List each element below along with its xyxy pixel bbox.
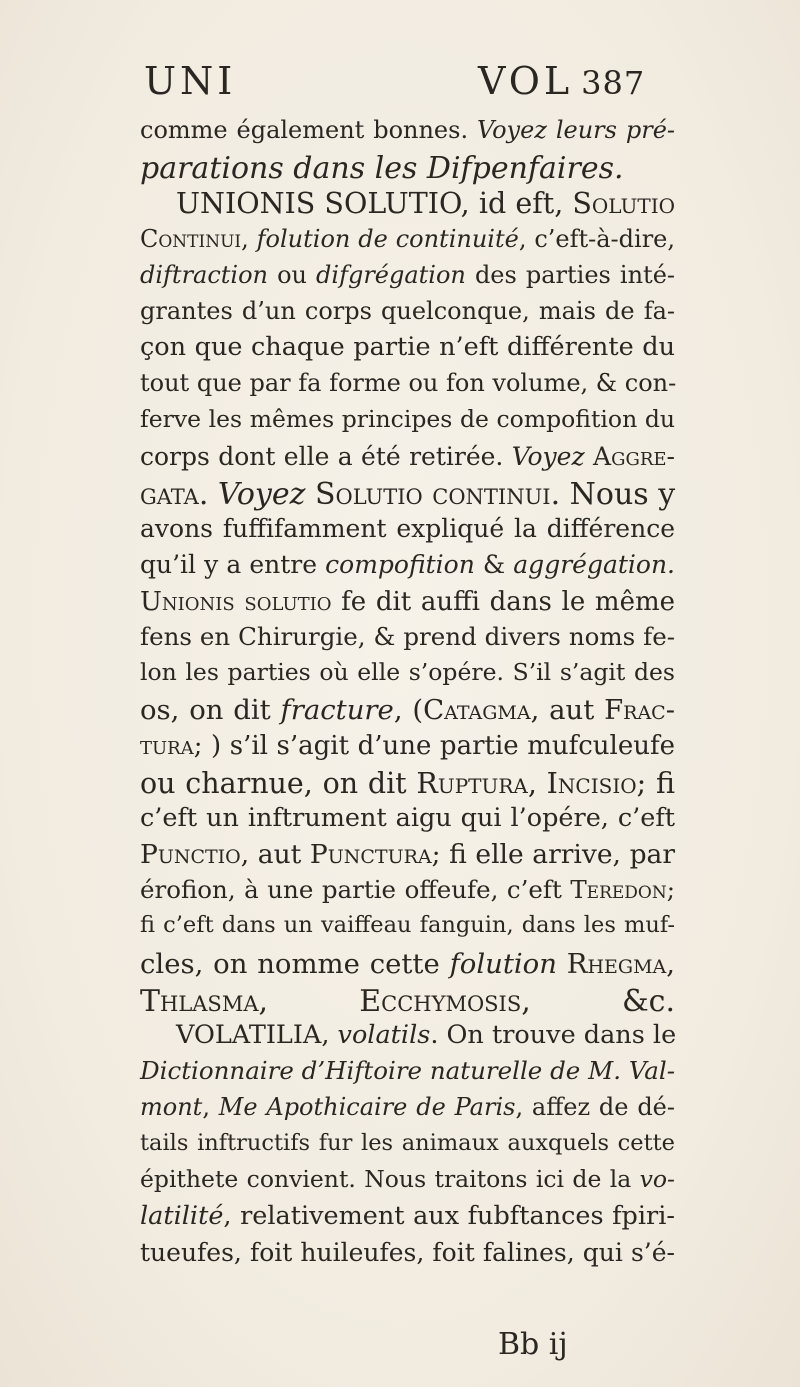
text-segment: tout que par fa forme ou fon volume, & con- <box>140 369 677 398</box>
text-line <box>140 151 675 187</box>
text-segment: cles, on nomme cette <box>140 947 450 980</box>
italic-segment: diftraction <box>140 260 269 289</box>
italic-segment: Voyez <box>217 477 306 512</box>
text-line <box>140 260 675 289</box>
text-line <box>140 731 675 762</box>
italic-segment: volatils <box>337 1020 431 1050</box>
text-line <box>140 332 675 363</box>
text-segment: . Nous y <box>550 477 676 512</box>
small-caps-segment: tura <box>140 731 194 762</box>
text-segment: , <box>241 224 257 253</box>
text-segment: ; ) s’il s’agit d’une partie mufculeufe <box>193 731 675 762</box>
text-segment: , c’eft-à-dire, <box>518 224 675 253</box>
text-line <box>140 477 676 512</box>
small-caps-segment: Unionis solutio <box>140 586 332 617</box>
text-line <box>140 550 675 580</box>
text-segment: ; fi elle arrive, par <box>431 839 675 870</box>
text-segment: tails inftructifs fur les animaux auxquels cette <box>140 1129 675 1156</box>
text-segment: VOLATILIA, <box>176 1020 338 1050</box>
text-segment: épithete convient. Nous traitons ici de la <box>140 1164 640 1193</box>
small-caps-segment: Punctura <box>309 839 432 870</box>
text-line <box>140 983 675 1019</box>
text-line <box>140 621 675 651</box>
text-line <box>140 224 675 253</box>
text-segment <box>305 477 315 512</box>
small-caps-segment: Ecchymosis <box>359 983 522 1019</box>
text-line <box>140 658 675 686</box>
text-segment: , <box>666 947 675 980</box>
italic-segment: folution de continuité <box>256 224 519 253</box>
italic-segment: folution <box>449 947 557 980</box>
text-line <box>140 947 675 980</box>
small-caps-segment: Rhegma <box>566 947 667 980</box>
small-caps-segment: Solutio continui <box>314 477 551 512</box>
italic-segment: Voyez leurs pré- <box>476 116 676 144</box>
text-segment: , aut <box>530 694 605 727</box>
text-segment: , relativement aux fubftances fpiri- <box>223 1201 675 1231</box>
text-segment: fi c’eft dans un vaiffeau fanguin, dans les muf- <box>140 912 675 939</box>
text-segment: , <box>202 1093 219 1122</box>
text-line <box>140 914 675 937</box>
text-segment: , aut <box>240 839 310 870</box>
text-segment: érofion, à une partie offeufe, c’eft <box>140 875 571 905</box>
text-line <box>176 187 675 221</box>
text-segment <box>557 948 567 980</box>
signature-mark: Bb ij <box>498 1327 568 1362</box>
italic-segment: compofition <box>325 550 475 580</box>
text-segment: c’eft un inftrument aigu qui l’opére, c’eft <box>140 802 675 833</box>
text-line <box>140 514 675 544</box>
italic-segment: Me Apothicaire de Paris <box>218 1093 516 1122</box>
small-caps-segment: Punctio <box>140 839 241 870</box>
small-caps-segment: gata <box>140 477 199 512</box>
text-segment: ; <box>666 875 675 905</box>
small-caps-segment: Continui <box>140 224 242 253</box>
text-line <box>140 586 675 617</box>
text-line <box>140 875 675 905</box>
text-line <box>140 694 675 727</box>
small-caps-segment: Aggre- <box>593 441 675 471</box>
small-caps-segment: Catagma <box>423 694 531 727</box>
italic-segment: Dictionnaire d’Hiftoire naturelle de M. Val- <box>140 1056 675 1086</box>
text-line <box>140 1201 675 1231</box>
text-segment: , <box>258 983 360 1019</box>
text-line <box>140 404 675 433</box>
small-caps-segment: Ruptura <box>416 766 528 800</box>
italic-segment: mont <box>140 1093 203 1122</box>
text-segment <box>585 442 593 471</box>
italic-segment: difgrégation <box>316 260 466 289</box>
running-head-left: UNI <box>144 59 237 103</box>
text-segment: comme également bonnes. <box>140 116 477 144</box>
text-segment: , <box>527 766 547 800</box>
text-line <box>140 1164 675 1193</box>
italic-segment: parations dans les Difpenfaires. <box>140 151 624 187</box>
text-segment: grantes d’un corps quelconque, mais de fa- <box>140 297 675 325</box>
text-segment: lon les parties où elle s’opére. S’il s’agit des <box>140 658 675 686</box>
text-segment: avons fuffifamment expliqué la différence <box>140 514 675 544</box>
text-segment: çon que chaque partie n’eft différente du <box>140 332 675 363</box>
text-line <box>140 1093 675 1122</box>
text-segment: des parties inté- <box>465 260 675 289</box>
small-caps-segment: Solutio <box>572 187 675 221</box>
text-segment: ou charnue, on dit <box>140 766 417 800</box>
text-line <box>140 369 677 398</box>
text-line <box>140 441 675 471</box>
small-caps-segment: Thlasma <box>140 983 259 1019</box>
text-segment: os, on dit <box>140 694 281 727</box>
small-caps-segment: Incisio <box>546 766 637 800</box>
text-segment: tueufes, foit huileufes, foit falines, qui s’é- <box>140 1238 675 1268</box>
italic-segment: latilité <box>140 1201 224 1231</box>
text-segment: UNIONIS SOLUTIO, id eft, <box>176 187 573 221</box>
running-head-right <box>478 59 646 103</box>
text-segment: , &c. <box>521 983 675 1019</box>
text-segment: , ( <box>393 694 424 727</box>
text-segment: , affez de dé- <box>515 1093 675 1122</box>
text-segment: ferve les mêmes principes de compofition du <box>140 404 675 433</box>
italic-segment: fracture <box>280 694 394 727</box>
italic-segment: vo- <box>639 1164 675 1193</box>
text-line <box>140 802 675 833</box>
text-segment: fe dit auffi dans le même <box>331 586 675 617</box>
text-segment: . <box>198 477 218 512</box>
text-segment: corps dont elle a été retirée. <box>140 441 512 471</box>
text-segment: . On trouve dans le <box>430 1020 677 1050</box>
running-head-right-text: VOL <box>478 59 574 103</box>
page-number: 387 <box>581 64 646 102</box>
small-caps-segment: Teredon <box>570 875 667 905</box>
text-line <box>140 766 675 800</box>
text-segment: fens en Chirurgie, & prend divers noms fe- <box>140 621 675 651</box>
text-line <box>140 839 675 870</box>
text-line <box>176 1020 677 1050</box>
text-segment: qu’il y a entre <box>140 550 326 580</box>
text-line <box>140 1129 675 1156</box>
italic-segment: aggrégation. <box>513 550 675 580</box>
text-segment: & <box>474 550 514 580</box>
text-segment: ou <box>268 260 317 289</box>
text-segment: ; fi <box>636 766 675 800</box>
text-line <box>140 1056 675 1086</box>
small-caps-segment: Frac- <box>604 694 675 727</box>
text-line <box>140 1238 675 1268</box>
italic-segment: Voyez <box>511 441 585 471</box>
text-line <box>140 299 675 323</box>
text-line <box>140 118 675 142</box>
